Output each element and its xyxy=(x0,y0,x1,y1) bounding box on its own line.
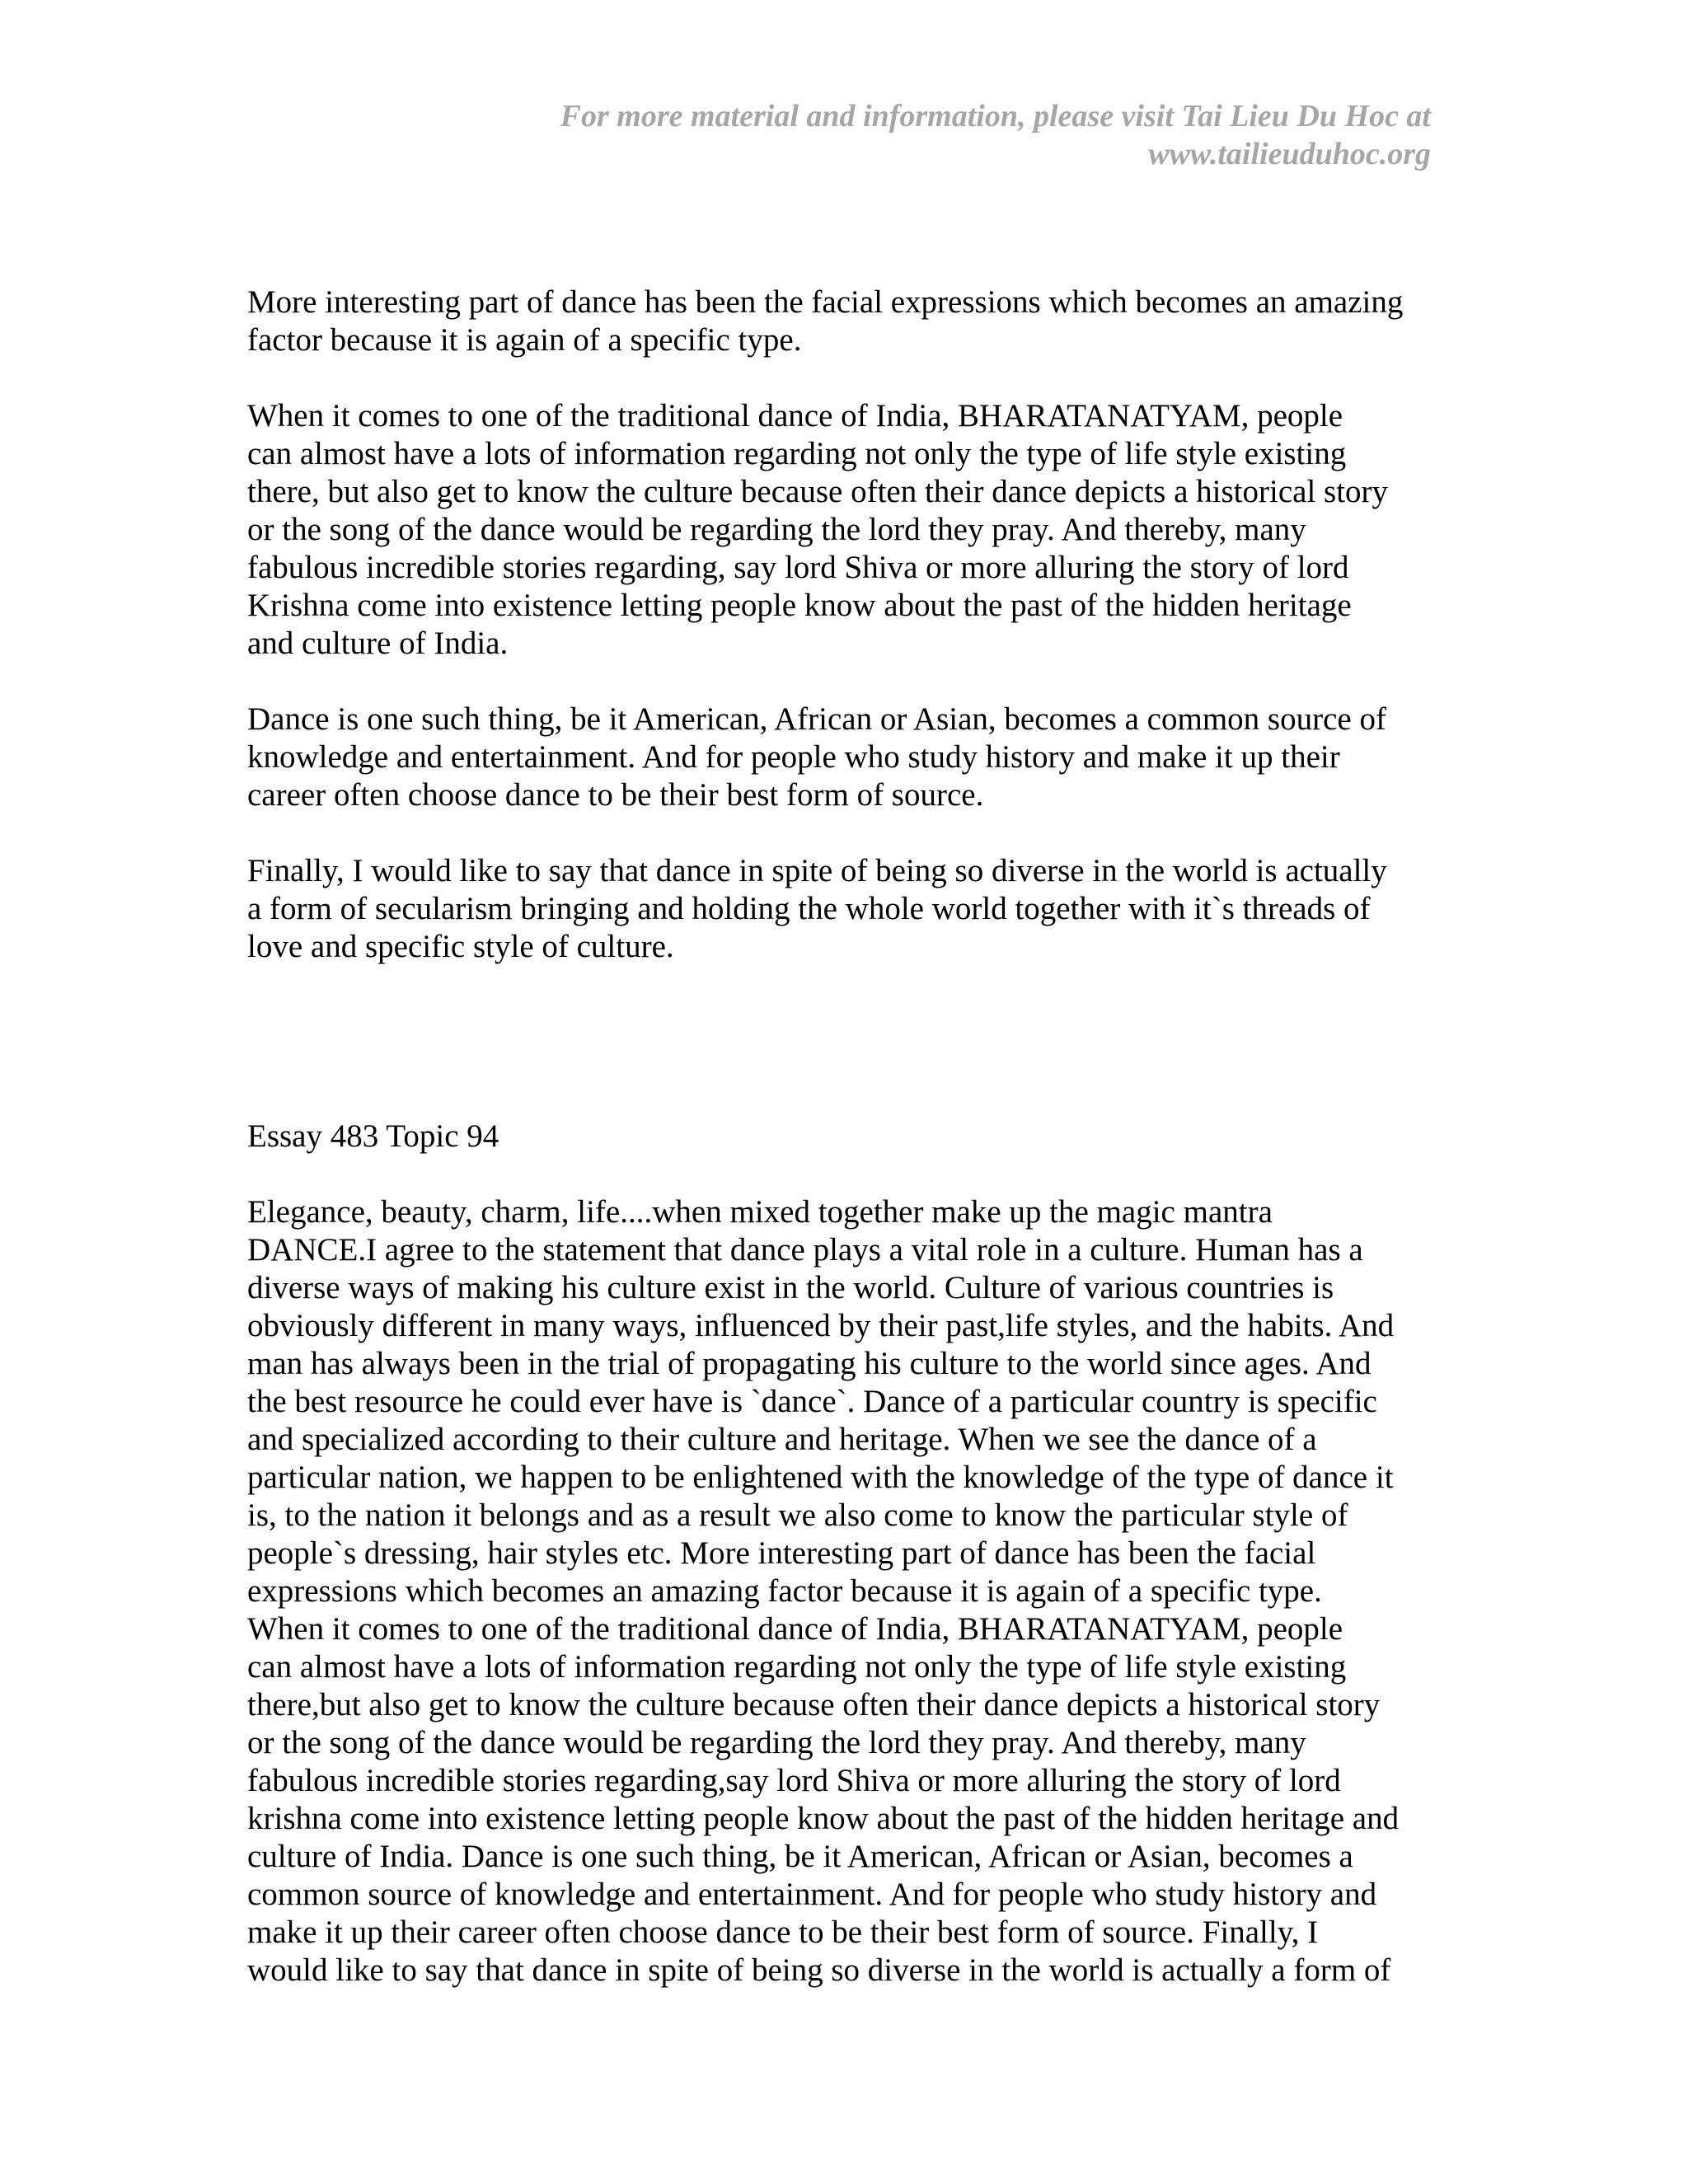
text-line: particular nation, we happen to be enlightened with the knowledge of the type of dance it xyxy=(247,1460,1394,1495)
text-line: or the song of the dance would be regarding the lord they pray. And thereby, many xyxy=(247,512,1306,547)
text-line: there,but also get to know the culture because often their dance depicts a historical story xyxy=(247,1687,1381,1722)
text-line: career often choose dance to be their best form of source. xyxy=(247,777,984,813)
paragraph-facial-expressions xyxy=(247,284,1438,359)
text-line: and culture of India. xyxy=(247,626,509,661)
text-line: knowledge and entertainment. And for people who study history and make it up their xyxy=(247,739,1340,775)
text-line: can almost have a lots of information regarding not only the type of life style existing xyxy=(247,436,1347,471)
text-line: there, but also get to know the culture because often their dance depicts a historical story xyxy=(247,474,1389,509)
text-line: expressions which becomes an amazing factor because it is again of a specific type. xyxy=(247,1573,1322,1609)
header-line-1: For more material and information, please visit Tai Lieu Du Hoc at xyxy=(560,99,1431,134)
text-line: DANCE.I agree to the statement that dance plays a vital role in a culture. Human has a xyxy=(247,1232,1363,1268)
text-line: Elegance, beauty, charm, life....when mixed together make up the magic mantra xyxy=(247,1194,1273,1230)
paragraph-bharatanatyam xyxy=(247,397,1438,663)
text-line: would like to say that dance in spite of being so diverse in the world is actually a form of xyxy=(247,1952,1391,1988)
text-line: culture of India. Dance is one such thing, be it American, African or Asian, becomes a xyxy=(247,1839,1353,1874)
text-line: fabulous incredible stories regarding, say lord Shiva or more alluring the story of lord xyxy=(247,550,1349,585)
text-line: factor because it is again of a specific type. xyxy=(247,322,802,358)
essay-heading: Essay 483 Topic 94 xyxy=(247,1118,499,1154)
text-line: When it comes to one of the traditional dance of India, BHARATANATYAM, people xyxy=(247,1611,1343,1647)
text-line: people`s dressing, hair styles etc. More interesting part of dance has been the facial xyxy=(247,1535,1316,1571)
text-line: When it comes to one of the traditional dance of India, BHARATANATYAM, people xyxy=(247,398,1343,434)
text-line: More interesting part of dance has been the facial expressions which becomes an amazing xyxy=(247,284,1404,320)
text-line: Finally, I would like to say that dance in spite of being so diverse in the world is actually xyxy=(247,853,1387,888)
header-url: www.tailieuduhoc.org xyxy=(1148,137,1431,171)
text-line: a form of secularism bringing and holding the whole world together with it`s threads of xyxy=(247,891,1371,926)
text-line: and specialized according to their culture and heritage. When we see the dance of a xyxy=(247,1422,1317,1457)
text-line: Dance is one such thing, be it American, African or Asian, becomes a common source of xyxy=(247,701,1386,737)
paragraph-conclusion xyxy=(247,852,1438,966)
text-line: common source of knowledge and entertainment. And for people who study history and xyxy=(247,1877,1377,1912)
text-line: or the song of the dance would be regarding the lord they pray. And thereby, many xyxy=(247,1725,1306,1760)
paragraph-common-source xyxy=(247,701,1438,814)
text-line: can almost have a lots of information regarding not only the type of life style existing xyxy=(247,1649,1347,1685)
page-header xyxy=(359,97,1431,173)
text-line: is, to the nation it belongs and as a result we also come to know the particular style of xyxy=(247,1497,1348,1533)
text-line: Krishna come into existence letting people know about the past of the hidden heritage xyxy=(247,588,1352,623)
essay-body xyxy=(247,1193,1438,1990)
text-line: man has always been in the trial of propagating his culture to the world since ages. And xyxy=(247,1346,1372,1381)
text-line: the best resource he could ever have is `dance`. Dance of a particular country is specific xyxy=(247,1384,1377,1419)
text-line: make it up their career often choose dance to be their best form of source. Finally, I xyxy=(247,1915,1319,1950)
text-line: krishna come into existence letting people know about the past of the hidden heritage and xyxy=(247,1801,1400,1836)
text-line: fabulous incredible stories regarding,say lord Shiva or more alluring the story of lord xyxy=(247,1763,1341,1798)
text-line: obviously different in many ways, influenced by their past,life styles, and the habits. And xyxy=(247,1308,1395,1343)
text-line: diverse ways of making his culture exist in the world. Culture of various countries is xyxy=(247,1270,1334,1305)
text-line: love and specific style of culture. xyxy=(247,929,674,964)
document-body xyxy=(247,284,1438,1990)
